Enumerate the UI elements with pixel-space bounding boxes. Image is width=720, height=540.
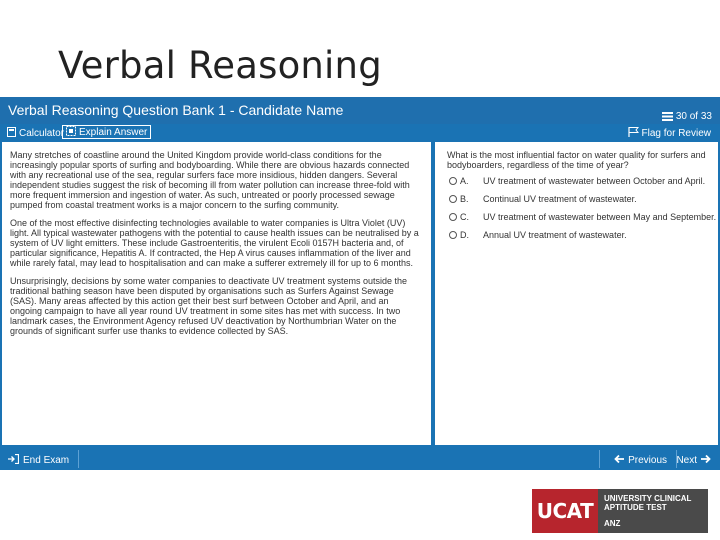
exam-title-bar <box>0 97 720 124</box>
answer-option[interactable] <box>447 194 712 212</box>
end-exam-label: End Exam <box>23 454 70 466</box>
flag-for-review-label: Flag for Review <box>641 127 711 139</box>
radio-button[interactable] <box>449 213 457 221</box>
option-text: Continual UV treatment of wastewater. <box>483 194 637 204</box>
question-text: What is the most influential factor on water quality for surfers and bodyboarders, regardless of the time of year? <box>447 150 706 170</box>
logo-region: ANZ <box>604 519 621 528</box>
toolbar-separator <box>599 450 600 468</box>
question-counter-text: 30 of 33 <box>675 111 712 122</box>
logo-mark: UCAT <box>532 489 598 533</box>
question-list-icon <box>662 112 673 121</box>
option-letter: D. <box>460 230 469 240</box>
passage-paragraph: Unsurprisingly, decisions by some water companies to deactivate UV treatment systems outside the traditional bathing season have been disputed by organisations such as Surfers Against Sewage (SAS). Many areas affected by this action get their best surf between October and April, and an ongoing campaign to have all year round UV treatment in some sites has met with success. In two landmark cases, the Environment Agency refused UV deactivation by Northumbrian Water on the grounds of significant surfer use thanks to evidence collected by SAS. <box>10 276 408 336</box>
radio-button[interactable] <box>449 177 457 185</box>
explain-answer-label: Explain Answer <box>79 126 148 138</box>
exam-toolbar <box>0 124 720 142</box>
slide-title: Verbal Reasoning <box>58 44 382 87</box>
calculator-label: Calculator <box>19 127 65 139</box>
option-text: UV treatment of wastewater between May and September. <box>483 212 717 222</box>
option-letter: B. <box>460 194 469 204</box>
logo-line: APTITUDE TEST <box>604 503 667 512</box>
logo-text <box>598 489 708 533</box>
explain-icon <box>66 126 76 139</box>
next-label: Next <box>676 454 697 466</box>
ucat-logo <box>532 489 708 533</box>
exam-title: Verbal Reasoning Question Bank 1 - Candidate Name <box>8 102 344 118</box>
toolbar-separator <box>78 450 79 468</box>
answer-options <box>447 176 717 248</box>
next-button[interactable] <box>672 452 715 468</box>
option-text: UV treatment of wastewater between October and April. <box>483 176 706 186</box>
radio-button[interactable] <box>449 195 457 203</box>
logo-line: UNIVERSITY CLINICAL <box>604 494 692 503</box>
question-panel <box>447 150 717 248</box>
passage <box>10 150 422 344</box>
answer-option[interactable] <box>447 212 717 230</box>
previous-label: Previous <box>628 454 667 466</box>
answer-option[interactable] <box>447 230 712 248</box>
arrow-right-icon <box>701 454 711 467</box>
calculator-button[interactable] <box>4 126 67 140</box>
passage-paragraph: One of the most effective disinfecting technologies available to water companies is Ultra Violet (UV) light. All typical wastewater pathogens with the potential to cause health issues can be neutralised by a system of UV light emitters. These include Gastroenteritis, the virulent Ecoli 0157H bacteria and, of particular significance, Hepatitis A. If contracted, the Hep A virus causes inflammation of the liver and while rarely fatal, may lead to hospitalisation and can make a sufferer extremely ill for up to 6 months. <box>10 218 419 268</box>
panel-divider[interactable] <box>431 142 435 445</box>
flag-for-review-button[interactable] <box>625 126 714 140</box>
passage-paragraph: Many stretches of coastline around the United Kingdom provide world-class conditions for the increasingly popular sports of surfing and bodyboarding. While there are obvious hazards connected with any recreational use of the sea, regular surfers face more insidious, hidden dangers. Several independent studies suggest the risk of becoming ill from water pollution can increase three-fold with more frequent immersion and ingestion of water. As such, untreated or poorly processed sewage pumped from coastal treatment works is a major concern to the surfing community. <box>10 150 410 210</box>
explain-answer-button[interactable] <box>62 125 151 139</box>
exam-window <box>0 97 720 470</box>
arrow-left-icon <box>614 454 624 467</box>
option-text: Annual UV treatment of wastewater. <box>483 230 627 240</box>
exit-icon <box>8 454 19 467</box>
calculator-icon <box>7 127 16 140</box>
radio-button[interactable] <box>449 231 457 239</box>
answer-option[interactable] <box>447 176 712 194</box>
exam-content <box>2 142 718 445</box>
question-counter <box>662 111 712 122</box>
exam-bottom-bar <box>0 448 720 470</box>
flag-icon <box>628 127 639 140</box>
previous-button[interactable] <box>610 452 671 468</box>
option-letter: A. <box>460 176 469 186</box>
end-exam-button[interactable] <box>4 452 73 468</box>
option-letter: C. <box>460 212 469 222</box>
